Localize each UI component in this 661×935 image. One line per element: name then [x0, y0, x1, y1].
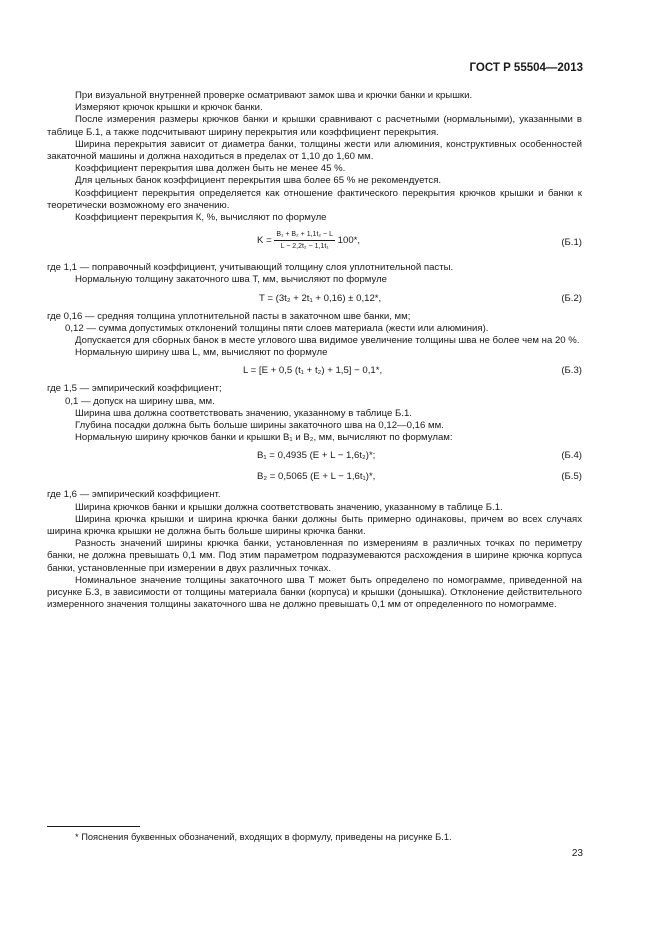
formula-b1-tail: 100*,: [337, 235, 361, 247]
formula-b3: [47, 362, 582, 380]
paragraph: Нормальную толщину закаточного шва Т, мм, вычисляют по формуле: [75, 274, 388, 286]
where-clause: где 0,16 — средняя толщина уплотнительной пасты в закаточном шве банки, мм;: [47, 310, 411, 322]
page-number: 23: [571, 848, 583, 859]
paragraph: После измерения размеры крючков банки и крышки сравнивают с расчетными (нормальными), указанными в таблице Б.1, а также подсчитывают ширину перекрытия или коэффициент перекрытия.: [47, 114, 582, 138]
formula-b1-fraction: [274, 230, 335, 251]
where-clause: 0,12 — сумма допустимых отклонений толщины пяти слоев материала (жести или алюминия).: [65, 322, 489, 334]
paragraph: Допускается для сборных банок в месте углового шва видимое увеличение толщины шва не более чем на 20 %.: [75, 335, 580, 347]
footnote: * Пояснения буквенных обозначений, входящих в формулу, приведены на рисунке Б.1.: [75, 832, 452, 842]
formula-b2: [47, 290, 582, 308]
formula-b2-expression: T = (3t₂ + 2t₁ + 0,16) ± 0,12*,: [259, 292, 382, 304]
formula-b5-expression: B₂ = 0,5065 (E + L − 1,6t₁)*,: [257, 471, 376, 483]
paragraph: Номинальное значение толщины закаточного шва Т может быть определено по номограмме, приведенной на рисунке Б.3, в зависимости от толщины материала банки (корпуса) и крышки (донышка). Отклонение действительного измеренного значения толщины закаточного шва не должно превышать 0,1 мм от определенного по номограмме.: [47, 574, 582, 611]
formula-b1: [47, 228, 582, 258]
paragraph: При визуальной внутренней проверке осматривают замок шва и крючки банки и крышки.: [75, 90, 473, 101]
formula-b4: [47, 447, 582, 465]
where-clause: где 1,1 — поправочный коэффициент, учитывающий толщину слоя уплотнительной пасты.: [47, 262, 454, 274]
formula-b3-number: (Б.3): [561, 365, 582, 377]
formula-b5: [47, 468, 582, 486]
formula-b1-number: (Б.1): [561, 237, 582, 249]
paragraph: Ширина перекрытия зависит от диаметра банки, толщины жести или алюминия, конструктивных особенностей закаточной машины и должна находиться в пределах от 1,10 до 1,60 мм.: [47, 138, 582, 163]
paragraph: Ширина крючка крышки и ширина крючка банки должны быть примерно одинаковы, причем во всех случаях ширина крючка крышки не должна быть больше ширины крючка банки.: [47, 513, 582, 538]
document-body: [47, 90, 582, 612]
paragraph: Для цельных банок коэффициент перекрытия шва более 65 % не рекомендуется.: [75, 175, 442, 187]
paragraph: Разность значений ширины крючка банки, установленная по измерениям в различных точках по периметру банки, не должна превышать 0,1 мм. Под этим параметром подразумеваются расхождения в ширине крючка корпуса банки, установленные при измерении в двух различных точках.: [47, 538, 582, 574]
formula-b5-number: (Б.5): [561, 471, 582, 483]
formula-b4-expression: B₁ = 0,4935 (E + L − 1,6t₂)*;: [257, 450, 376, 462]
paragraph: Коэффициент перекрытия шва должен быть не менее 45 %.: [75, 163, 346, 175]
paragraph: Нормальную ширину шва L, мм, вычисляют по формуле: [75, 347, 328, 359]
formula-b3-expression: L = [E + 0,5 (t₁ + t₂) + 1,5] − 0,1*,: [243, 365, 383, 377]
paragraph: Нормальную ширину крючков банки и крышки B₁ и B₂, мм, вычисляют по формулам:: [75, 432, 453, 444]
paragraph: Ширина крючков банки и крышки должна соответствовать значению, указанному в таблице Б.1.: [75, 501, 503, 513]
formula-b1-lhs: K =: [257, 235, 272, 247]
where-clause: 0,1 — допуск на ширину шва, мм.: [65, 395, 215, 407]
formula-b2-number: (Б.2): [561, 292, 582, 304]
formula-b1-numerator: B₁ + B₂ + 1,1t₂ − L: [274, 230, 335, 241]
paragraph: Коэффициент перекрытия К, %, вычисляют по формуле: [75, 212, 327, 224]
footnote-divider: [47, 826, 140, 827]
where-clause: где 1,5 — эмпирический коэффициент;: [47, 383, 222, 395]
standard-code-header: ГОСТ Р 55504—2013: [469, 62, 583, 74]
paragraph: Коэффициент перекрытия определяется как отношение фактического перекрытия крючков крышки и банки к теоретически возможному его значению.: [47, 187, 582, 211]
paragraph: Измеряют крючок крышки и крючок банки.: [75, 102, 263, 114]
paragraph: Ширина шва должна соответствовать значению, указанному в таблице Б.1.: [75, 407, 412, 419]
formula-b4-number: (Б.4): [561, 450, 582, 462]
paragraph: Глубина посадки должна быть больше ширины закаточного шва на 0,12—0,16 мм.: [75, 420, 444, 432]
where-clause: где 1,6 — эмпирический коэффициент.: [47, 489, 221, 501]
formula-b1-denominator: L − 2,2t₂ − 1,1t₁: [280, 243, 329, 251]
